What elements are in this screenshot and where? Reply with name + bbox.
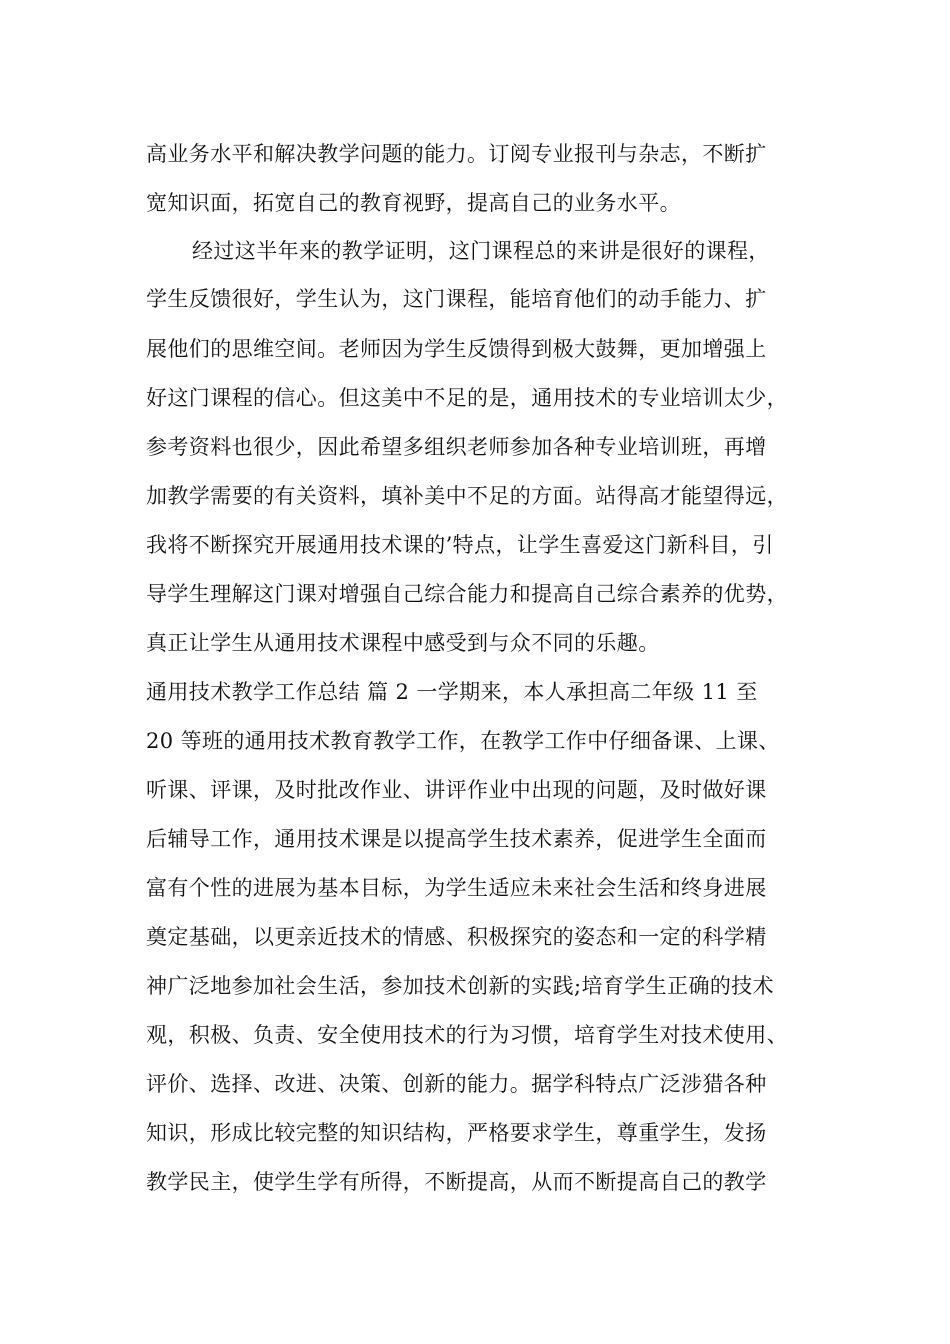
text-line: 宽知识面，拓宽自己的教育视野，提高自己的业务水平。 xyxy=(146,191,681,215)
text-line: 神广泛地参加社会生活，参加技术创新的实践;培育学生正确的技术 xyxy=(146,974,775,998)
text-line: 听课、评课，及时批改作业、讲评作业中出现的问题，及时做好课 xyxy=(146,778,767,802)
text-line: 高业务水平和解决教学问题的能力。订阅专业报刊与杂志，不断扩 xyxy=(146,142,767,166)
text-line: 导学生理解这门课对增强自己综合能力和提高自己综合素养的优势， xyxy=(146,582,788,606)
text-line: 知识，形成比较完整的知识结构，严格要求学生，尊重学生，发扬 xyxy=(146,1121,767,1145)
text-line: 参考资料也很少，因此希望多组织老师参加各种专业培训班，再增 xyxy=(146,435,767,459)
text-line: 观，积极、负责、安全使用技术的行为习惯，培育学生对技术使用、 xyxy=(146,1023,788,1047)
section-heading-line: 通用技术教学工作总结 篇 2 一学期来，本人承担高二年级 11 至 xyxy=(146,680,758,704)
text-line: 20 等班的通用技术教育教学工作，在教学工作中仔细备课、上课、 xyxy=(146,729,780,753)
text-line: 教学民主，使学生学有所得，不断提高，从而不断提高自己的教学 xyxy=(146,1170,767,1194)
text-line: 学生反馈很好，学生认为，这门课程，能培育他们的动手能力、扩 xyxy=(146,287,767,311)
text-line: 奠定基础，以更亲近技术的情感、积极探究的姿态和一定的科学精 xyxy=(146,925,767,949)
text-line: 我将不断探究开展通用技术课的’特点，让学生喜爱这门新科目，引 xyxy=(146,533,774,557)
text-line: 真正让学生从通用技术课程中感受到与众不同的乐趣。 xyxy=(146,631,660,655)
text-line: 富有个性的进展为基本目标，为学生适应未来社会生活和终身进展 xyxy=(146,876,767,900)
text-line: 评价、选择、改进、决策、创新的能力。据学科特点广泛涉猎各种 xyxy=(146,1072,767,1096)
text-line: 加教学需要的有关资料，填补美中不足的方面。站得高才能望得远， xyxy=(146,484,788,508)
text-line: 好这门课程的信心。但这美中不足的是，通用技术的专业培训太少， xyxy=(146,386,788,410)
text-line: 后辅导工作，通用技术课是以提高学生技术素养，促进学生全面而 xyxy=(146,827,767,851)
paragraph-first-line: 经过这半年来的教学证明，这门课程总的来讲是很好的课程， xyxy=(192,239,770,263)
text-line: 展他们的思维空间。老师因为学生反馈得到极大鼓舞，更加增强上 xyxy=(146,337,767,361)
